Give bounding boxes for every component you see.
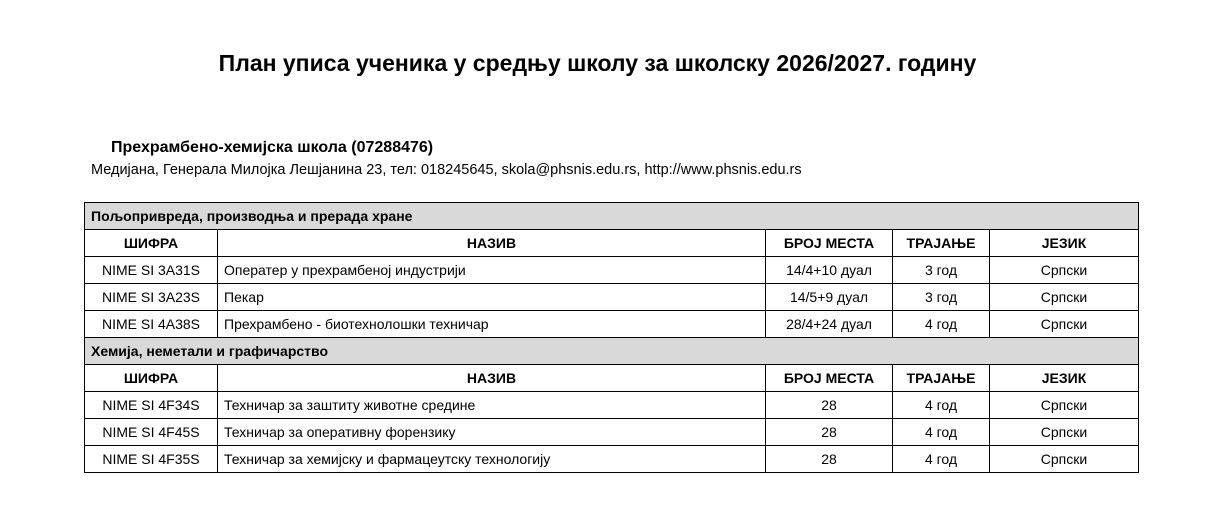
column-header-code: ШИФРА <box>85 230 218 257</box>
cell-name: Техничар за хемијску и фармацеутску технологију <box>218 446 766 473</box>
cell-seats: 28/4+24 дуал <box>766 311 893 338</box>
cell-name: Пекар <box>218 284 766 311</box>
cell-code: NIME SI 3A23S <box>85 284 218 311</box>
cell-language: Српски <box>990 257 1139 284</box>
column-header-language: ЈЕЗИК <box>990 365 1139 392</box>
column-header-name: НАЗИВ <box>218 365 766 392</box>
section-header-row <box>85 203 1139 230</box>
column-header-row <box>85 230 1139 257</box>
column-header-seats: БРОЈ МЕСТА <box>766 230 893 257</box>
column-header-code: ШИФРА <box>85 365 218 392</box>
cell-duration: 4 год <box>893 446 990 473</box>
cell-name: Прехрамбено - биотехнолошки техничар <box>218 311 766 338</box>
cell-seats: 14/5+9 дуал <box>766 284 893 311</box>
table-row <box>85 284 1139 311</box>
table-row <box>85 311 1139 338</box>
cell-seats: 28 <box>766 419 893 446</box>
cell-language: Српски <box>990 446 1139 473</box>
cell-language: Српски <box>990 311 1139 338</box>
enrollment-plan-table <box>84 202 1139 473</box>
cell-code: NIME SI 4F45S <box>85 419 218 446</box>
cell-duration: 3 год <box>893 284 990 311</box>
table-row <box>85 392 1139 419</box>
table-row <box>85 446 1139 473</box>
cell-duration: 3 год <box>893 257 990 284</box>
column-header-seats: БРОЈ МЕСТА <box>766 365 893 392</box>
cell-name: Техничар за оперативну форензику <box>218 419 766 446</box>
school-contact-info: Медијана, Генерала Милојка Лешјанина 23, тел: 018245645, skola@phsnis.edu.rs, http://www.phsnis.edu.rs <box>91 162 802 178</box>
section-title: Хемија, неметали и графичарство <box>85 338 1139 365</box>
section-title: Пољопривреда, производња и прерада хране <box>85 203 1139 230</box>
cell-code: NIME SI 4A38S <box>85 311 218 338</box>
cell-seats: 14/4+10 дуал <box>766 257 893 284</box>
column-header-name: НАЗИВ <box>218 230 766 257</box>
cell-code: NIME SI 4F35S <box>85 446 218 473</box>
cell-seats: 28 <box>766 446 893 473</box>
column-header-language: ЈЕЗИК <box>990 230 1139 257</box>
page-title: План уписа ученика у средњу школу за школску 2026/2027. годину <box>218 50 977 76</box>
section-header-row <box>85 338 1139 365</box>
cell-code: NIME SI 4F34S <box>85 392 218 419</box>
cell-seats: 28 <box>766 392 893 419</box>
column-header-duration: ТРАЈАЊЕ <box>893 230 990 257</box>
cell-duration: 4 год <box>893 419 990 446</box>
table-row <box>85 257 1139 284</box>
cell-language: Српски <box>990 419 1139 446</box>
table-row <box>85 419 1139 446</box>
school-name: Прехрамбено-хемијска школа (07288476) <box>111 139 434 156</box>
cell-language: Српски <box>990 284 1139 311</box>
cell-name: Техничар за заштиту животне средине <box>218 392 766 419</box>
cell-name: Оператер у прехрамбеној индустрији <box>218 257 766 284</box>
cell-duration: 4 год <box>893 311 990 338</box>
cell-language: Српски <box>990 392 1139 419</box>
column-header-duration: ТРАЈАЊЕ <box>893 365 990 392</box>
column-header-row <box>85 365 1139 392</box>
cell-code: NIME SI 3A31S <box>85 257 218 284</box>
cell-duration: 4 год <box>893 392 990 419</box>
